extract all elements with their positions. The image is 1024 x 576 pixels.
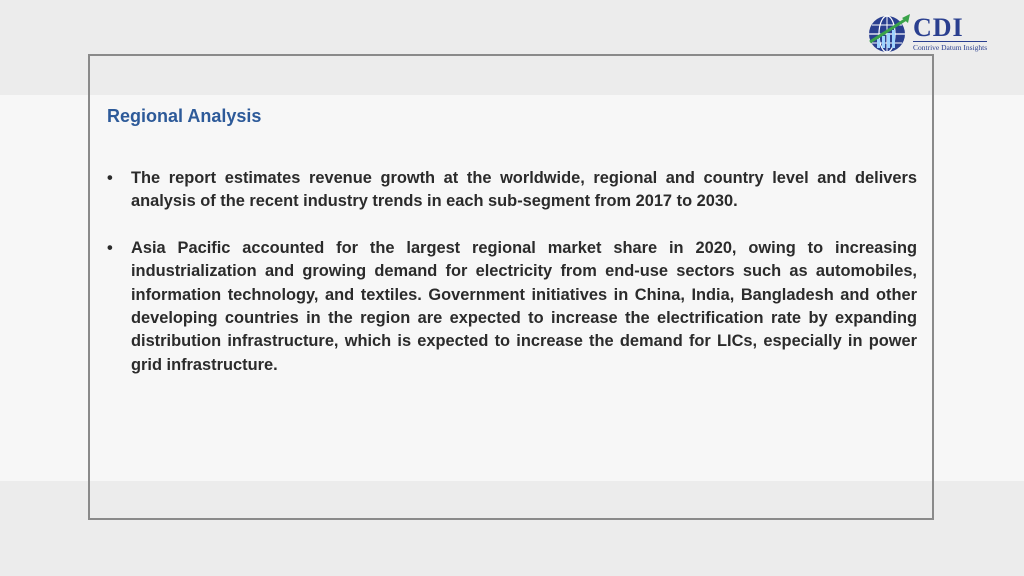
bullet-text: The report estimates revenue growth at the worldwide, regional and country level and delivers analysis of the recent industry trends in each sub-segment from 2017 to 2030. xyxy=(131,169,917,211)
logo-wordmark: CDI xyxy=(913,13,964,42)
logo-tagline: Contrive Datum Insights xyxy=(913,43,988,52)
company-logo xyxy=(866,12,1006,54)
bullet-list xyxy=(107,167,917,400)
bullet-item xyxy=(107,167,917,214)
globe-chart-icon xyxy=(866,12,912,54)
bullet-marker: • xyxy=(107,169,113,187)
bullet-text: Asia Pacific accounted for the largest regional market share in 2020, owing to increasing industrialization and growing demand for electricity from end-use sectors such as automobiles, information technology, and textiles. Government initiatives in China, India, Bangladesh and other developing countries in the region are expected to increase the electrification rate by expanding distribution infrastructure, which is expected to increase the demand for LICs, especially in power grid infrastructure. xyxy=(131,238,917,374)
slide-title: Regional Analysis xyxy=(107,106,262,126)
bullet-item xyxy=(107,237,917,377)
bullet-marker: • xyxy=(107,238,113,257)
